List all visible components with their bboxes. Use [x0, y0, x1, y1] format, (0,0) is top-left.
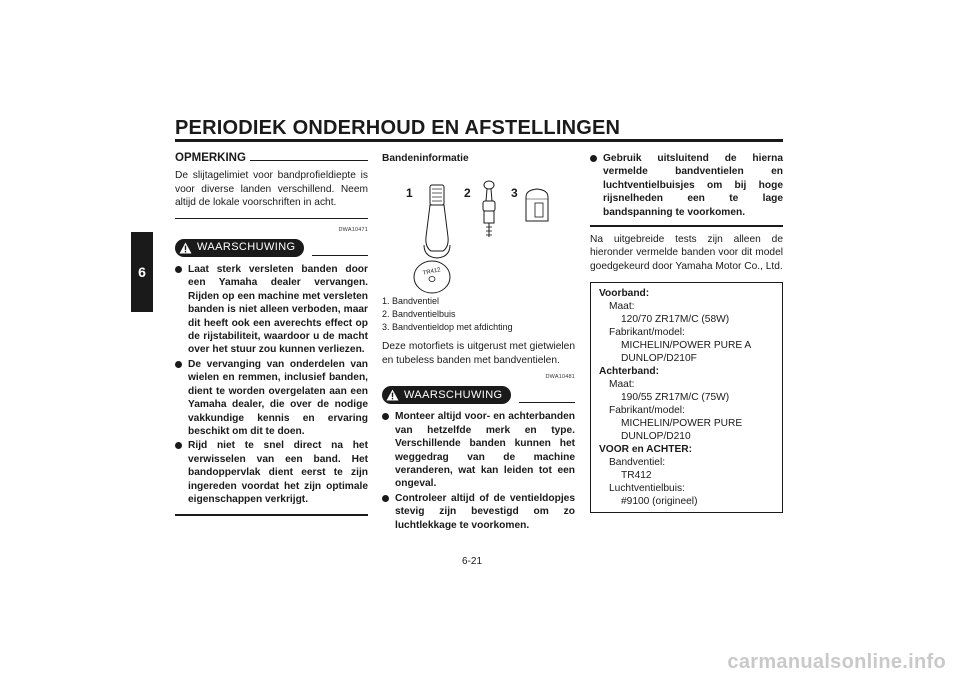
warning-badge — [175, 239, 304, 257]
valve-figure — [382, 165, 575, 295]
warning-end-rule — [175, 514, 368, 516]
maker-label: Fabrikant/model: — [609, 327, 685, 339]
front-and-rear-label: VOOR en ACHTER: — [599, 444, 693, 456]
list-item: Rijd niet te snel direct na het verwisselen van een band. Het bandoppervlak dient eerst te zijn ingereden voordat het zijn optimale eigenschappen verkrijgt. — [175, 439, 368, 506]
warning-end-rule — [590, 225, 783, 227]
warning-list — [382, 410, 575, 532]
figure-number-2: 2 — [464, 186, 471, 201]
rear-model-value: DUNLOP/D210 — [621, 431, 691, 443]
figure-legend — [382, 295, 575, 333]
note-end-rule — [175, 218, 368, 219]
size-label: Maat: — [609, 379, 635, 391]
valve-stamp-icon — [412, 259, 452, 295]
warning-triangle-icon — [179, 242, 192, 254]
column-2 — [382, 152, 575, 533]
warning-label: WAARSCHUWING — [197, 241, 296, 254]
page-title: PERIODIEK ONDERHOUD EN AFSTELLINGEN — [175, 117, 621, 139]
warning-list — [590, 152, 783, 219]
note-heading — [175, 152, 368, 165]
rear-size-value: 190/55 ZR17M/C (75W) — [621, 392, 730, 404]
list-item: Gebruik uitsluitend de hierna vermelde bandventielen en luchtventielbuisjes om bij hoge rijsnelheden een te lage bandspanning te voorkomen. — [590, 152, 783, 219]
warning-heading — [175, 239, 368, 257]
size-label: Maat: — [609, 301, 635, 313]
title-rule — [175, 139, 783, 142]
tire-valve-icon — [416, 179, 472, 265]
front-model-value: DUNLOP/D210F — [621, 353, 697, 365]
tire-spec-box — [590, 282, 783, 513]
page-number: 6-21 — [462, 556, 483, 567]
warning-heading-rule — [519, 402, 576, 403]
note-heading-rule — [250, 160, 368, 161]
figure-number-3: 3 — [511, 186, 518, 201]
warning-badge — [382, 386, 511, 404]
watermark: carmanualsonline.info — [727, 651, 946, 673]
rear-model-value: MICHELIN/POWER PURE — [621, 418, 743, 430]
figure-number-1: 1 — [406, 186, 413, 201]
note-text: De slijtagelimiet voor bandprofieldiepte is voor diverse landen verschillend. Neem altijd de lokale voorschriften in acht. — [175, 170, 368, 209]
legend-item: 3. Bandventieldop met afdichting — [382, 321, 513, 332]
valve-core-value: #9100 (origineel) — [621, 496, 698, 508]
list-item: Monteer altijd voor- en achterbanden van hetzelfde merk en type. Verschillende banden kunnen het weggedrag van de machine veranderen, wat kan leiden tot een ongeval. — [382, 410, 575, 490]
warning-code: DWA10471 — [338, 226, 368, 233]
front-size-value: 120/70 ZR17M/C (58W) — [621, 314, 730, 326]
front-model-value: MICHELIN/POWER PURE A — [621, 340, 752, 352]
column-3 — [590, 152, 783, 513]
valve-label: Bandventiel: — [609, 457, 666, 469]
warning-code: DWA10481 — [545, 374, 575, 380]
valve-core-label: Luchtventielbuis: — [609, 483, 685, 495]
valve-stamp-text: TR412 — [422, 267, 442, 278]
section-heading: Bandeninformatie — [382, 153, 469, 164]
maker-label: Fabrikant/model: — [609, 405, 685, 417]
column-1 — [175, 152, 368, 516]
warning-heading-rule — [312, 255, 369, 256]
legend-item: 2. Bandventielbuis — [382, 309, 456, 319]
approved-tires-paragraph: Na uitgebreide tests zijn alleen de hieronder vermelde banden voor dit model goedgekeurd door Yamaha Motor Co., Ltd. — [590, 234, 783, 272]
warning-heading — [382, 386, 575, 404]
front-tire-label: Voorband: — [599, 288, 650, 300]
rear-tire-label: Achterband: — [599, 366, 659, 378]
valve-value: TR412 — [621, 470, 652, 482]
warning-list — [175, 263, 368, 506]
legend-item: 1. Bandventiel — [382, 296, 440, 307]
list-item: De vervanging van onderdelen van wielen en remmen, inclusief banden, dient te worden overgelaten aan een Yamaha dealer, die over de nodige vakkundige kennis en ervaring beschikt om dit te doen. — [175, 358, 368, 438]
valve-cap-icon — [522, 187, 552, 223]
chapter-tab: 6 — [131, 232, 153, 312]
warning-label: WAARSCHUWING — [404, 388, 503, 401]
note-label: OPMERKING — [175, 152, 246, 164]
list-item: Laat sterk versleten banden door een Yamaha dealer vervangen. Rijden op een machine met versleten banden is niet alleen verboden, maar dit heeft ook een averechts effect op de rijstabiliteit, waardoor u de macht over het stuur zou kunnen verliezen. — [175, 263, 368, 357]
warning-triangle-icon — [386, 389, 399, 401]
tubeless-paragraph: Deze motorfiets is uitgerust met gietwielen en tubeless banden met bandventielen. — [382, 341, 575, 366]
valve-core-icon — [476, 179, 502, 245]
list-item: Controleer altijd of de ventieldopjes stevig zijn bevestigd om zo luchtlekkage te voorkomen. — [382, 492, 575, 532]
